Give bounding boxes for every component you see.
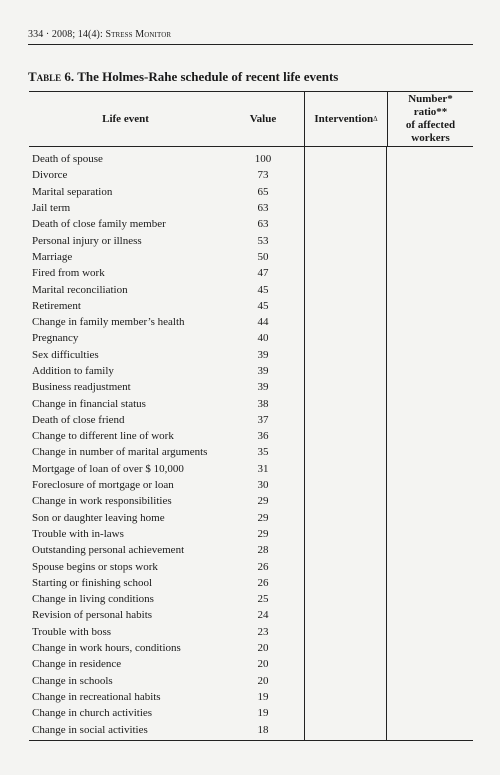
life-event-cell: Death of close friend xyxy=(32,413,125,426)
life-event-cell: Starting or finishing school xyxy=(32,576,153,589)
life-event-cell: Spouse begins or stops work xyxy=(32,560,158,573)
life-event-cell: Change in social activities xyxy=(32,723,148,736)
table-row xyxy=(29,281,473,297)
value-cell: 23 xyxy=(257,625,269,638)
value-cell: 39 xyxy=(257,365,269,377)
value-cell: 20 xyxy=(257,658,269,671)
table-title: The Holmes-Rahe schedule of recent life events xyxy=(74,69,339,84)
value-cell: 45 xyxy=(257,283,269,296)
table-row xyxy=(29,705,473,721)
life-event-cell: Death of close family member xyxy=(32,218,166,231)
life-event-cell: Change in family member’s health xyxy=(32,316,185,329)
table-row xyxy=(29,461,473,477)
life-event-cell: Change in church activities xyxy=(32,707,153,720)
life-event-cell: Jail term xyxy=(32,202,71,215)
value-cell: 63 xyxy=(257,202,269,215)
table-row xyxy=(29,363,473,379)
header-number-ratio xyxy=(387,92,473,146)
table-row xyxy=(29,689,473,705)
table-row xyxy=(29,314,473,330)
value-cell: 44 xyxy=(257,316,269,329)
header-number-line3: of affected xyxy=(405,119,456,131)
intervention-footnote-mark: Δ xyxy=(373,115,378,123)
table-row xyxy=(29,249,473,265)
header-number-line4: workers xyxy=(411,132,450,144)
value-cell: 37 xyxy=(257,413,269,426)
value-cell: 36 xyxy=(257,430,269,443)
table-row xyxy=(29,330,473,346)
value-cell: 30 xyxy=(257,479,269,492)
value-cell: 39 xyxy=(257,348,269,361)
life-event-cell: Marriage xyxy=(32,250,73,263)
value-cell: 26 xyxy=(257,576,269,589)
header-number-line1: Number* xyxy=(408,93,453,105)
table-row xyxy=(29,298,473,314)
table-body xyxy=(29,147,473,740)
value-cell: 25 xyxy=(257,593,269,606)
header-intervention xyxy=(304,92,387,146)
table-row xyxy=(29,216,473,232)
value-cell: 20 xyxy=(257,642,269,655)
life-event-cell: Trouble with in-laws xyxy=(32,527,124,540)
life-event-cell: Addition to family xyxy=(32,365,114,377)
value-cell: 65 xyxy=(257,185,269,198)
table-row xyxy=(29,412,473,428)
life-event-cell: Marital reconciliation xyxy=(32,283,128,296)
table-header-row xyxy=(29,92,473,147)
life-event-cell: Change in residence xyxy=(32,658,122,671)
table-row xyxy=(29,477,473,493)
table-row xyxy=(29,151,473,167)
value-cell: 50 xyxy=(257,250,269,263)
table-row xyxy=(29,591,473,607)
life-event-cell: Change in work responsibilities xyxy=(32,495,172,508)
life-event-cell: Fired from work xyxy=(32,267,105,280)
value-cell: 29 xyxy=(257,527,269,540)
life-event-cell: Change in living conditions xyxy=(32,593,154,606)
life-event-cell: Trouble with boss xyxy=(32,625,112,638)
header-value: Value xyxy=(249,113,277,125)
table-row xyxy=(29,558,473,574)
table-row xyxy=(29,510,473,526)
table-row xyxy=(29,721,473,737)
table-caption xyxy=(28,69,338,85)
value-cell: 28 xyxy=(257,544,269,557)
table-row xyxy=(29,624,473,640)
life-event-cell: Change in recreational habits xyxy=(32,690,161,703)
value-cell: 31 xyxy=(257,462,269,475)
table-row xyxy=(29,232,473,248)
value-cell: 63 xyxy=(257,218,269,231)
table-row xyxy=(29,428,473,444)
life-event-cell: Change in financial status xyxy=(32,397,146,410)
table-row xyxy=(29,607,473,623)
header-rule xyxy=(28,44,473,45)
table-row xyxy=(29,526,473,542)
life-event-cell: Change in schools xyxy=(32,674,113,687)
value-cell: 73 xyxy=(257,169,269,182)
table-row xyxy=(29,673,473,689)
value-cell: 100 xyxy=(254,153,272,166)
life-event-cell: Death of spouse xyxy=(32,153,103,166)
life-event-cell: Foreclosure of mortgage or loan xyxy=(32,479,174,492)
header-number-line2: ratio** xyxy=(413,106,448,118)
table-label: Table 6. xyxy=(28,69,75,84)
table-row xyxy=(29,347,473,363)
life-event-cell: Outstanding personal achievement xyxy=(32,544,185,557)
table-row xyxy=(29,640,473,656)
value-cell: 40 xyxy=(257,332,269,345)
value-cell: 19 xyxy=(257,707,269,720)
value-cell: 20 xyxy=(257,674,269,687)
life-events-table xyxy=(29,91,473,741)
journal-name: Stress Monitor xyxy=(105,29,172,40)
life-event-cell: Revision of personal habits xyxy=(32,609,153,622)
table-row xyxy=(29,200,473,216)
header-life-event: Life event xyxy=(102,113,149,125)
life-event-cell: Retirement xyxy=(32,299,81,312)
header-intervention-label: Intervention xyxy=(314,113,374,125)
value-cell: 24 xyxy=(257,609,269,622)
life-event-cell: Change in work hours, conditions xyxy=(32,642,181,655)
table-row xyxy=(29,379,473,395)
life-event-cell: Business readjustment xyxy=(32,381,131,394)
life-event-cell: Sex difficulties xyxy=(32,348,99,361)
table-row xyxy=(29,167,473,183)
life-event-cell: Change to different line of work xyxy=(32,430,174,443)
value-cell: 38 xyxy=(257,397,269,410)
table-row xyxy=(29,656,473,672)
table-row xyxy=(29,542,473,558)
table-row xyxy=(29,444,473,460)
life-event-cell: Mortgage of loan of over $ 10,000 xyxy=(32,462,184,475)
value-cell: 39 xyxy=(257,381,269,394)
running-head xyxy=(28,29,171,40)
life-event-cell: Personal injury or illness xyxy=(32,234,142,247)
value-cell: 29 xyxy=(257,495,269,508)
life-event-cell: Change in number of marital arguments xyxy=(32,446,208,459)
column-divider-number xyxy=(386,147,387,740)
life-event-cell: Marital separation xyxy=(32,185,113,198)
value-cell: 35 xyxy=(257,446,269,459)
table-row xyxy=(29,395,473,411)
value-cell: 47 xyxy=(257,267,269,280)
value-cell: 26 xyxy=(257,560,269,573)
page-info: 334 · 2008; 14(4): xyxy=(28,29,106,40)
value-cell: 18 xyxy=(257,723,269,736)
life-event-cell: Pregnancy xyxy=(32,332,79,345)
column-divider-intervention xyxy=(304,147,305,740)
value-cell: 45 xyxy=(257,299,269,312)
table-row xyxy=(29,265,473,281)
value-cell: 19 xyxy=(257,690,269,703)
value-cell: 53 xyxy=(257,234,269,247)
table-row xyxy=(29,575,473,591)
table-row xyxy=(29,184,473,200)
life-event-cell: Son or daughter leaving home xyxy=(32,511,165,524)
table-row xyxy=(29,493,473,509)
life-event-cell: Divorce xyxy=(32,169,68,182)
value-cell: 29 xyxy=(257,511,269,524)
